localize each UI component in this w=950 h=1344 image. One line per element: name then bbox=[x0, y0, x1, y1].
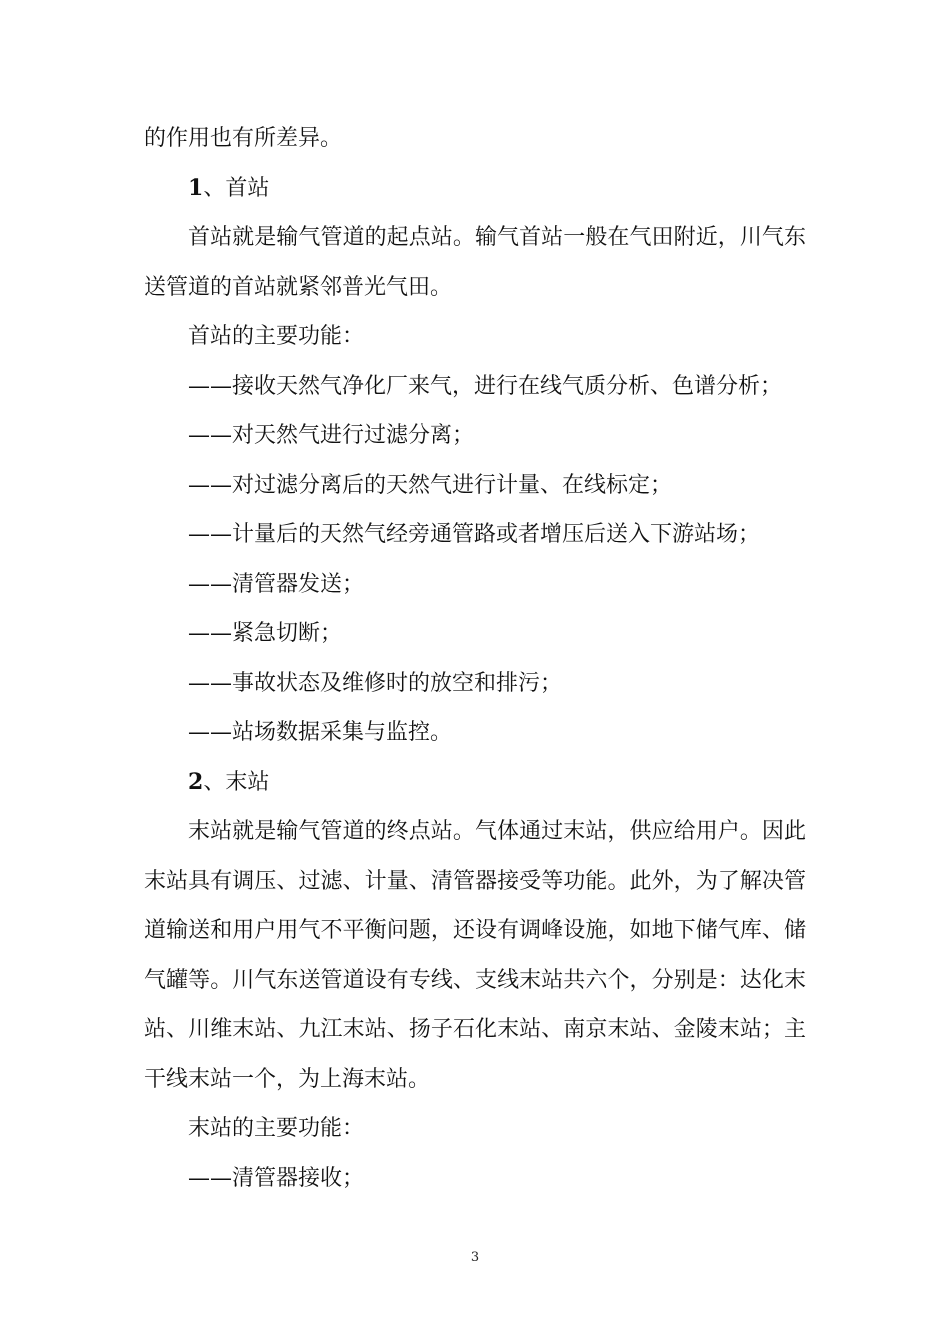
section-heading-first-station bbox=[144, 164, 806, 214]
paragraph-continuation: 的作用也有所差异。 bbox=[144, 126, 343, 151]
paragraph-first-station-functions-label: 首站的主要功能： bbox=[188, 324, 365, 349]
list-item: ——站场数据采集与监控。 bbox=[188, 720, 453, 745]
section-heading-terminal-station bbox=[144, 758, 806, 808]
section-title: 、首站 bbox=[203, 175, 270, 201]
list-item: ——接收天然气净化厂来气，进行在线气质分析、色谱分析； bbox=[188, 373, 783, 399]
list-item: ——计量后的天然气经旁通管路或者增压后送入下游站场； bbox=[188, 522, 761, 547]
page-number: 3 bbox=[470, 1250, 480, 1265]
section-title: 、末站 bbox=[203, 769, 270, 795]
list-item: ——对过滤分离后的天然气进行计量、在线标定； bbox=[188, 472, 673, 498]
list-item: ——事故状态及维修时的放空和排污； bbox=[188, 670, 563, 696]
document-body bbox=[144, 114, 806, 1203]
list-item: ——清管器接收； bbox=[188, 1165, 365, 1191]
section-number: 1 bbox=[188, 174, 204, 201]
paragraph-terminal-station-intro: 末站就是输气管道的终点站。气体通过末站，供应给用户。因此末站具有调压、过滤、计量、清管器接受等功能。此外，为了解决管道输送和用户用气不平衡问题，还设有调峰设施，如地下储气库、储气罐等。川气东送管道设有专线、支线末站共六个，分别是：达化末站、川维末站、九江末站、扬子石化末站、南京末站、金陵末站；主干线末站一个，为上海末站。 bbox=[144, 819, 806, 1092]
list-item: ——对天然气进行过滤分离； bbox=[188, 423, 475, 448]
paragraph-first-station-intro: 首站就是输气管道的起点站。输气首站一般在气田附近，川气东送管道的首站就紧邻普光气田。 bbox=[144, 225, 806, 300]
list-item: ——紧急切断； bbox=[188, 621, 343, 646]
paragraph-terminal-station-functions-label: 末站的主要功能： bbox=[188, 1116, 365, 1141]
list-item: ——清管器发送； bbox=[188, 571, 365, 597]
section-number: 2 bbox=[188, 768, 204, 795]
